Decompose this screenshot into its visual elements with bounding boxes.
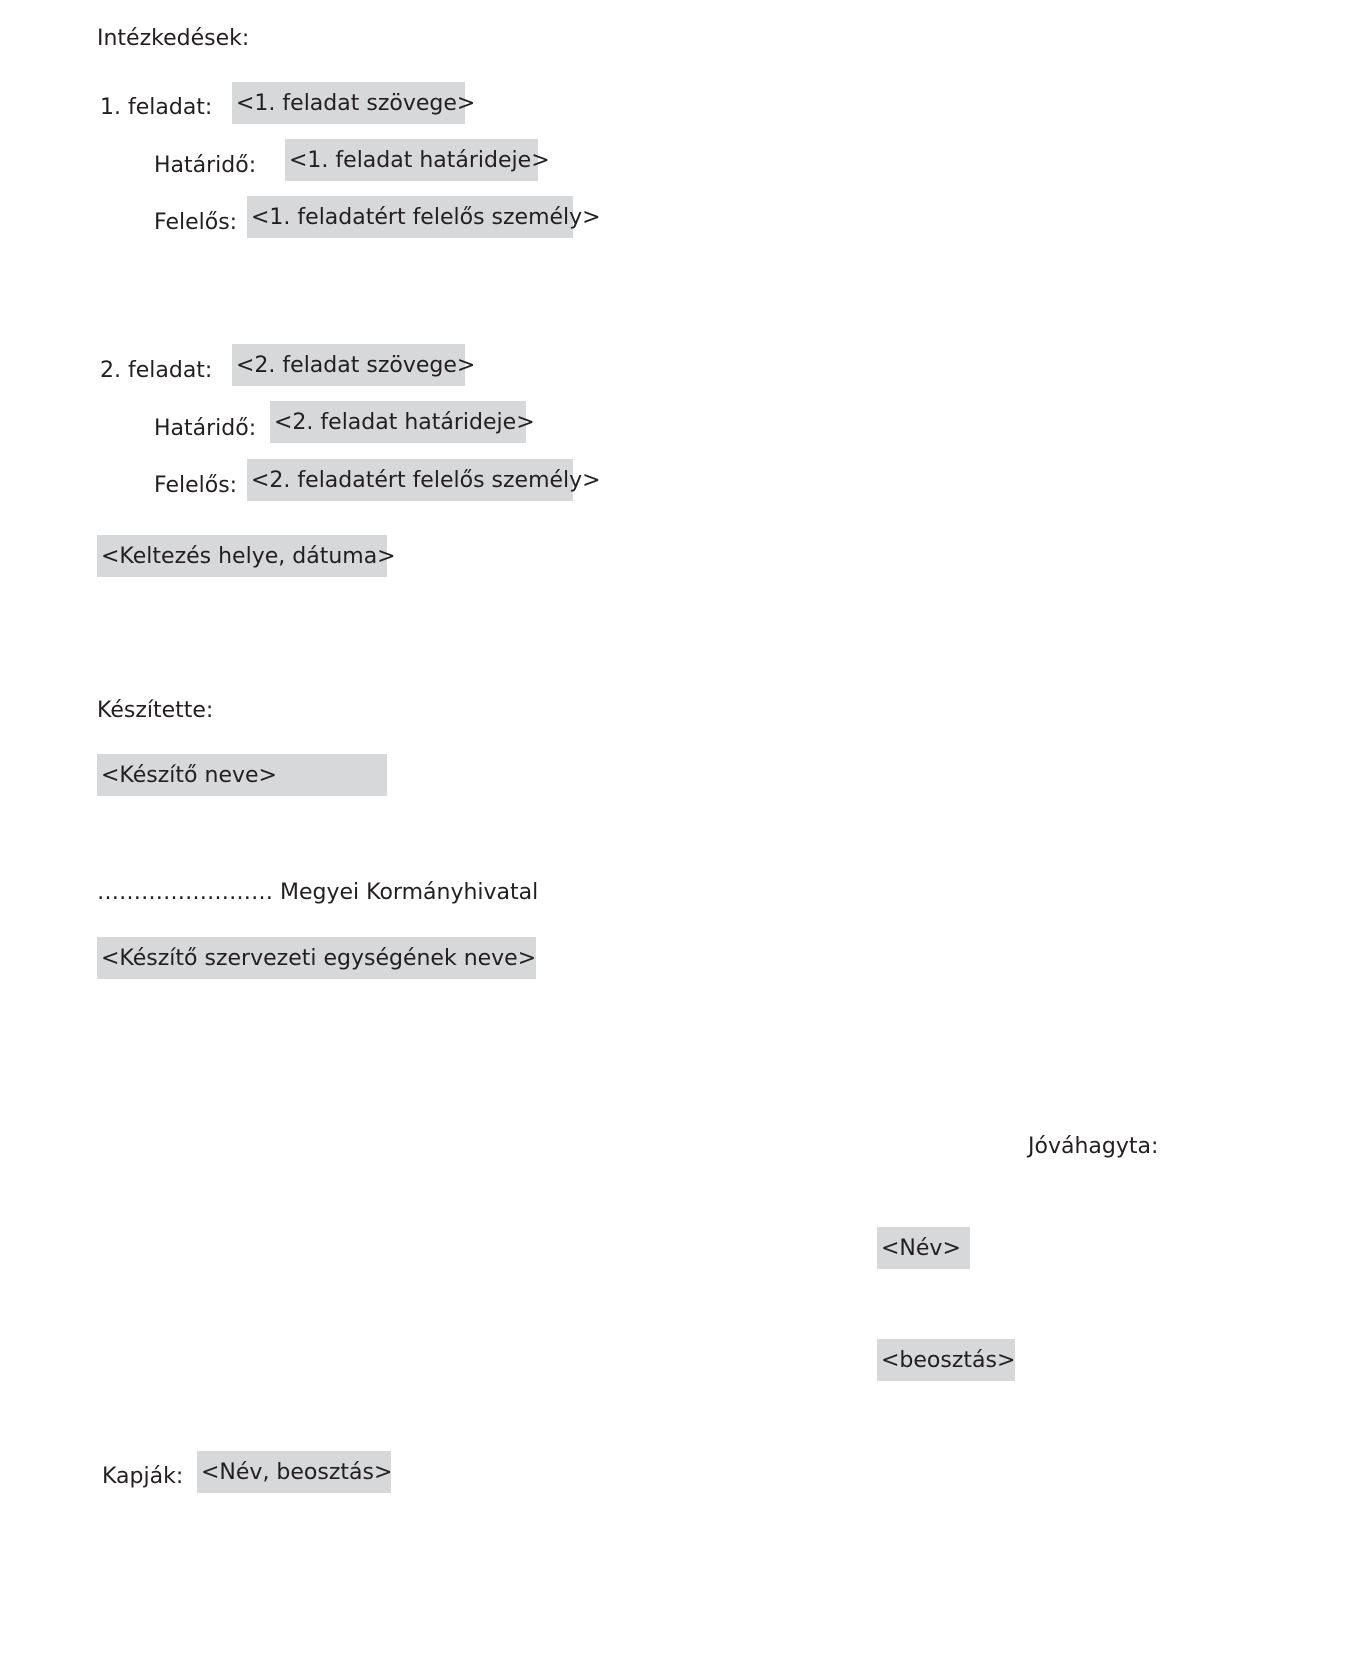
- task-1-deadline-field[interactable]: <1. feladat határideje>: [285, 139, 538, 181]
- task-1-deadline-label: Határidő:: [154, 153, 257, 178]
- government-office-line: …………………… Megyei Kormányhivatal: [97, 880, 539, 905]
- task-2-deadline-field[interactable]: <2. feladat határideje>: [270, 401, 526, 443]
- task-2-owner-label: Felelős:: [154, 473, 238, 498]
- preparer-unit-field[interactable]: <Készítő szervezeti egységének neve>: [97, 937, 536, 979]
- task-1-label: 1. feladat:: [100, 95, 213, 120]
- task-1-owner-label: Felelős:: [154, 210, 238, 235]
- approver-name-field[interactable]: <Név>: [877, 1227, 970, 1269]
- approver-position-field[interactable]: <beosztás>: [877, 1339, 1015, 1381]
- task-1-text-field[interactable]: <1. feladat szövege>: [232, 82, 465, 124]
- prepared-by-label: Készítette:: [97, 698, 214, 723]
- recipients-field[interactable]: <Név, beosztás>: [197, 1451, 391, 1493]
- task-2-deadline-label: Határidő:: [154, 416, 257, 441]
- dating-field[interactable]: <Keltezés helye, dátuma>: [97, 535, 387, 577]
- measures-heading: Intézkedések:: [97, 26, 250, 51]
- recipients-label: Kapják:: [102, 1464, 184, 1489]
- task-1-owner-field[interactable]: <1. feladatért felelős személy>: [247, 196, 573, 238]
- task-2-owner-field[interactable]: <2. feladatért felelős személy>: [247, 459, 573, 501]
- task-2-text-field[interactable]: <2. feladat szövege>: [232, 344, 465, 386]
- preparer-name-field[interactable]: <Készítő neve>: [97, 754, 387, 796]
- task-2-label: 2. feladat:: [100, 358, 213, 383]
- approved-by-label: Jóváhagyta:: [1028, 1134, 1159, 1159]
